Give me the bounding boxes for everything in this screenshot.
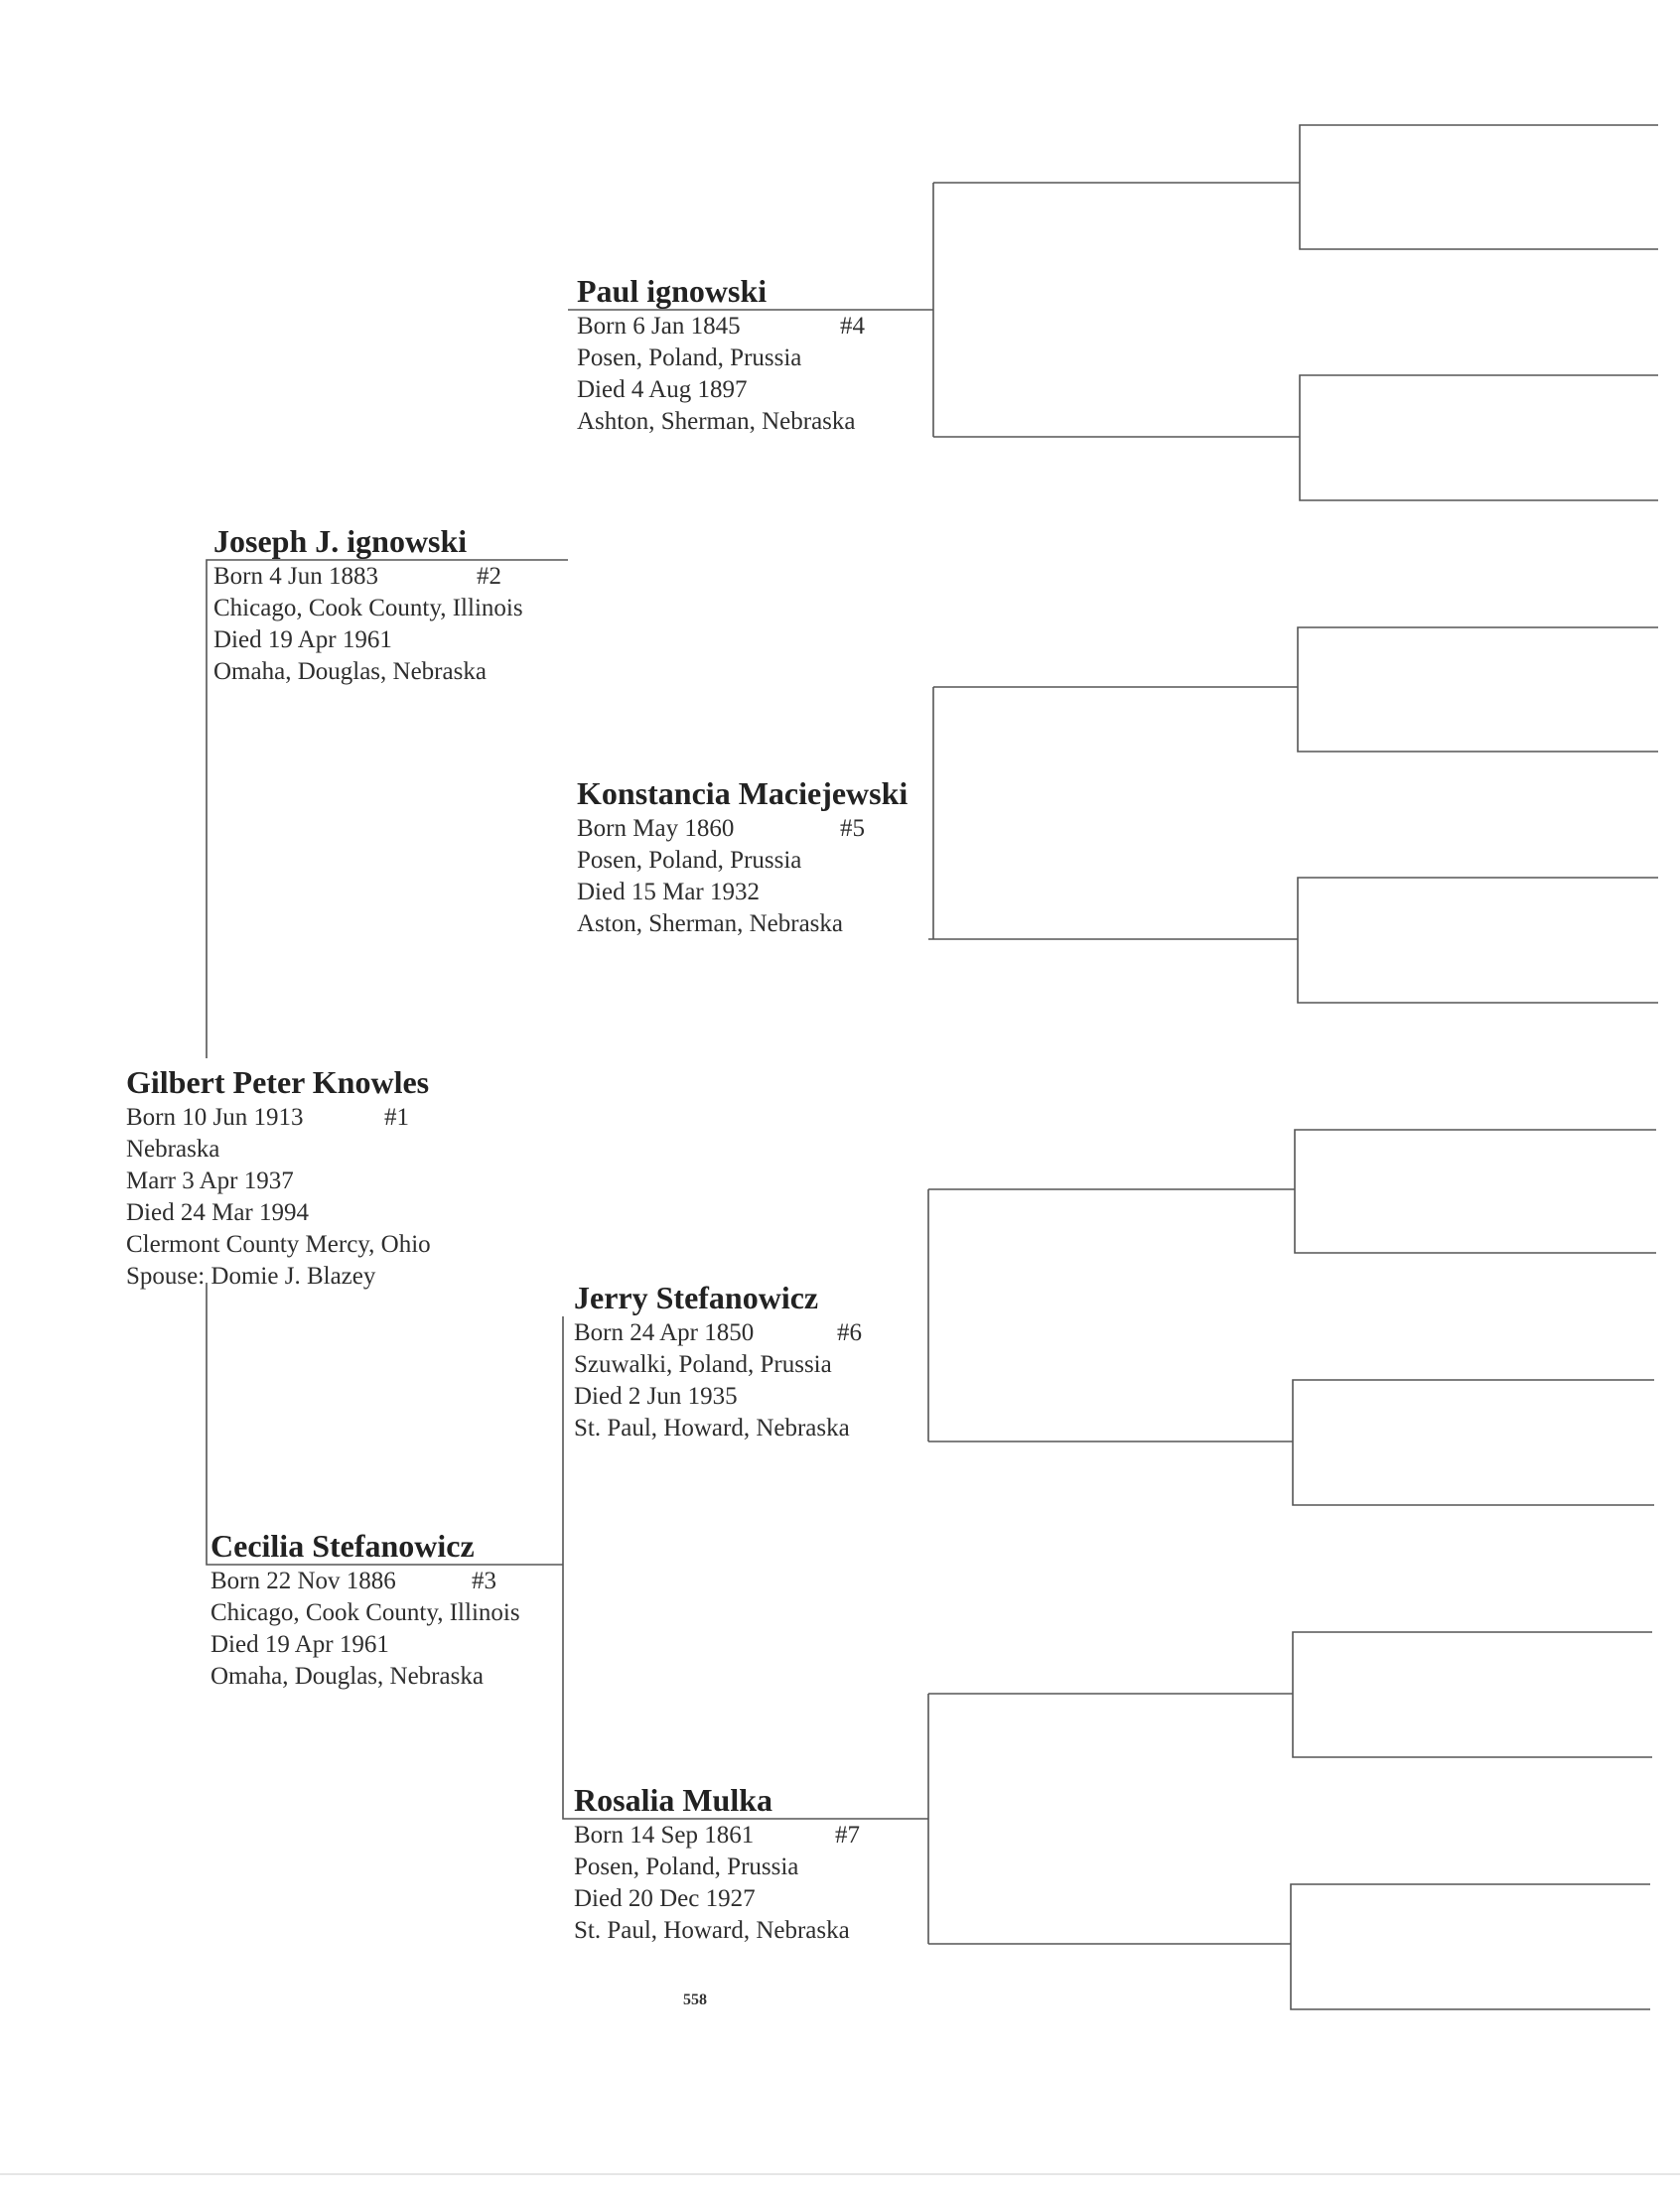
person-5-name: Konstancia Maciejewski bbox=[577, 775, 909, 811]
person-6-name: Jerry Stefanowicz bbox=[574, 1280, 819, 1315]
person-5-born: Born May 1860 bbox=[577, 815, 735, 842]
person-1-died: Died 24 Mar 1994 bbox=[126, 1199, 309, 1226]
empty-bracket-10-11 bbox=[1300, 375, 1658, 500]
person-3-died-place: Omaha, Douglas, Nebraska bbox=[210, 1663, 484, 1690]
person-6-born-line bbox=[574, 1317, 862, 1349]
person-3-died: Died 19 Apr 1961 bbox=[210, 1631, 389, 1658]
person-1-card bbox=[126, 1062, 431, 1293]
page-number: 558 bbox=[683, 1991, 707, 2008]
person-2-number: #2 bbox=[477, 563, 501, 590]
person-4-died-place: Ashton, Sherman, Nebraska bbox=[577, 408, 856, 435]
person-2-card bbox=[213, 521, 523, 688]
person-5-card bbox=[577, 773, 908, 940]
person-3-card bbox=[210, 1526, 520, 1693]
person-3-born: Born 22 Nov 1886 bbox=[210, 1568, 396, 1594]
person-3-name: Cecilia Stefanowicz bbox=[210, 1528, 475, 1564]
person-2-born-line bbox=[213, 561, 523, 593]
person-4-died: Died 4 Aug 1897 bbox=[577, 376, 748, 403]
connector-p1-mother bbox=[207, 1283, 563, 1565]
person-7-number: #7 bbox=[835, 1822, 860, 1849]
empty-bracket-8-9 bbox=[1300, 125, 1658, 249]
empty-bracket-20-21 bbox=[1293, 1632, 1652, 1757]
person-6-born: Born 24 Apr 1850 bbox=[574, 1319, 755, 1346]
person-6-died-place: St. Paul, Howard, Nebraska bbox=[574, 1415, 850, 1441]
person-7-died-place: St. Paul, Howard, Nebraska bbox=[574, 1917, 850, 1944]
person-6-died: Died 2 Jun 1935 bbox=[574, 1383, 738, 1410]
person-7-born-place: Posen, Poland, Prussia bbox=[574, 1853, 799, 1880]
person-6-born-place: Szuwalki, Poland, Prussia bbox=[574, 1351, 832, 1378]
person-4-card bbox=[577, 271, 865, 438]
person-3-born-place: Chicago, Cook County, Illinois bbox=[210, 1599, 520, 1626]
empty-bracket-14-15 bbox=[1298, 878, 1658, 1003]
person-6-number: #6 bbox=[837, 1319, 862, 1346]
person-7-card bbox=[574, 1780, 860, 1947]
person-2-born: Born 4 Jun 1883 bbox=[213, 563, 378, 590]
person-5-number: #5 bbox=[840, 815, 865, 842]
person-2-died-place: Omaha, Douglas, Nebraska bbox=[213, 658, 487, 685]
person-2-died: Died 19 Apr 1961 bbox=[213, 626, 392, 653]
empty-bracket-18-19 bbox=[1293, 1380, 1654, 1505]
person-4-born-place: Posen, Poland, Prussia bbox=[577, 344, 802, 371]
person-6-card bbox=[574, 1278, 862, 1444]
person-2-name: Joseph J. ignowski bbox=[213, 523, 468, 559]
person-7-name: Rosalia Mulka bbox=[574, 1782, 773, 1818]
person-2-born-place: Chicago, Cook County, Illinois bbox=[213, 595, 523, 621]
person-7-born-line bbox=[574, 1820, 860, 1852]
person-3-born-line bbox=[210, 1566, 520, 1597]
person-4-name: Paul ignowski bbox=[577, 273, 768, 309]
person-5-died: Died 15 Mar 1932 bbox=[577, 879, 760, 905]
person-1-name: Gilbert Peter Knowles bbox=[126, 1064, 430, 1100]
person-1-born-place: Nebraska bbox=[126, 1136, 220, 1163]
person-1-number: #1 bbox=[384, 1104, 409, 1131]
person-1-died-place: Clermont County Mercy, Ohio bbox=[126, 1231, 431, 1258]
person-1-born: Born 10 Jun 1913 bbox=[126, 1104, 304, 1131]
person-5-died-place: Aston, Sherman, Nebraska bbox=[577, 910, 843, 937]
person-5-born-place: Posen, Poland, Prussia bbox=[577, 847, 802, 874]
person-7-died: Died 20 Dec 1927 bbox=[574, 1885, 756, 1912]
empty-bracket-12-13 bbox=[1298, 627, 1658, 752]
person-1-married: Marr 3 Apr 1937 bbox=[126, 1167, 294, 1194]
person-5-born-line bbox=[577, 813, 908, 845]
person-7-born: Born 14 Sep 1861 bbox=[574, 1822, 755, 1849]
person-1-born-line bbox=[126, 1102, 431, 1134]
person-3-number: #3 bbox=[472, 1568, 496, 1594]
empty-bracket-16-17 bbox=[1295, 1130, 1656, 1253]
person-4-born-line bbox=[577, 311, 865, 343]
person-1-spouse: Spouse: Domie J. Blazey bbox=[126, 1263, 376, 1290]
person-4-number: #4 bbox=[840, 313, 865, 340]
empty-bracket-22-23 bbox=[1291, 1884, 1650, 2009]
person-4-born: Born 6 Jan 1845 bbox=[577, 313, 741, 340]
